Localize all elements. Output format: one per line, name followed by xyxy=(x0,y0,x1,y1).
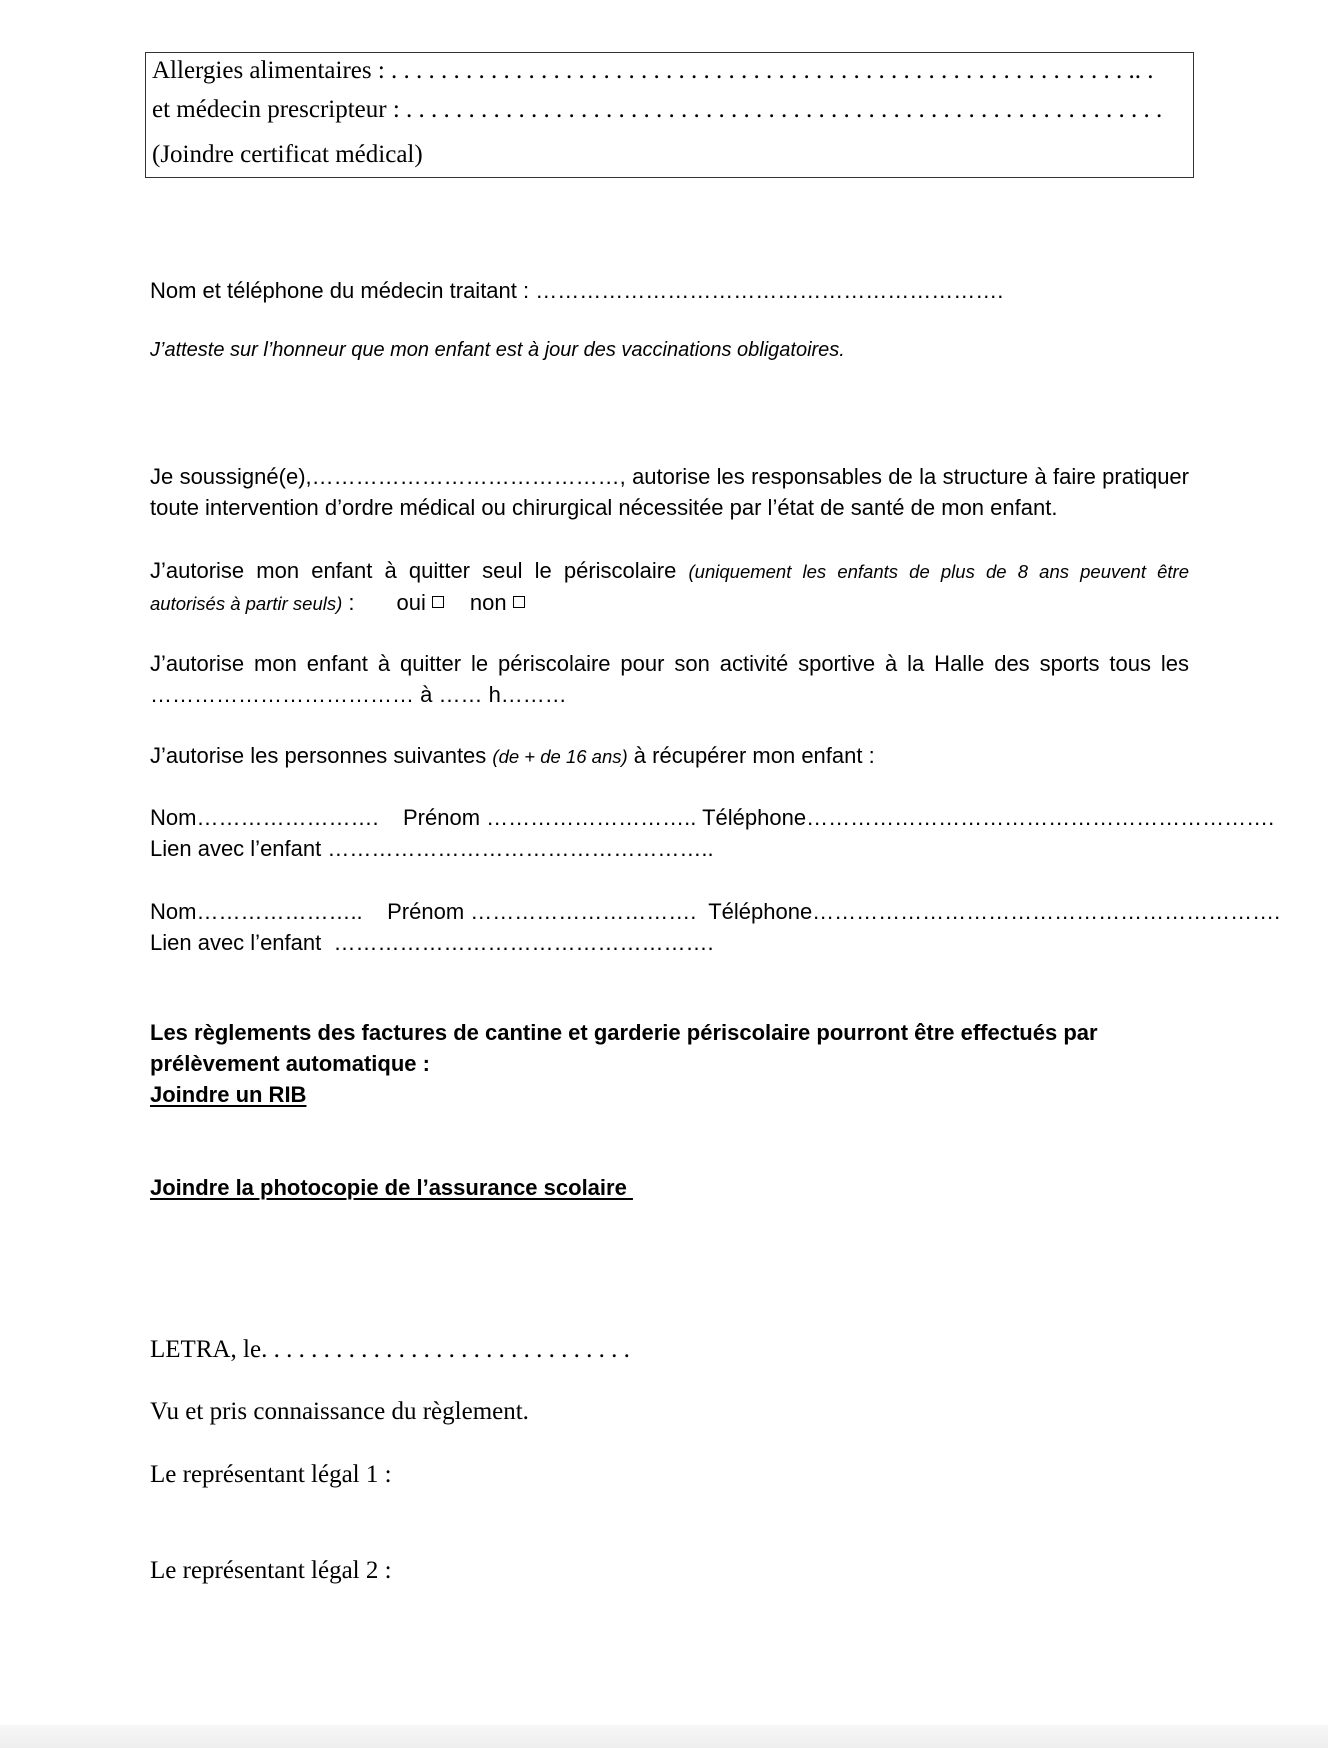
medical-certificate-note: (Joindre certificat médical) xyxy=(152,141,423,168)
person-2-name-line: Nom………………….. Prénom …………………………. Téléphone………………………………………………………. xyxy=(150,899,1281,924)
leave-alone-line-2 xyxy=(150,587,1189,619)
sport-line-2: ……………………………… à …… h……… xyxy=(150,682,567,707)
consent-line-2: toute intervention d’ordre médical ou chirurgical nécessitée par l’état de santé de mon enfant. xyxy=(150,495,1058,520)
payment-line-2: prélèvement automatique : xyxy=(150,1051,430,1076)
allergy-line: Allergies alimentaires : . . . . . . . . . . . . . . . . . . . . . . . . . . . . . . . . . . . . . . . . . . . . . . . . . . . . . . . . . . . .. . xyxy=(152,57,1154,84)
person-1-relation-line: Lien avec l’enfant …………………………………………….. xyxy=(150,836,714,861)
prescriber-line: et médecin prescripteur : . . . . . . . . . . . . . . . . . . . . . . . . . . . . . . . . . . . . . . . . . . . . . . . . . . . . . . . . . . . . . xyxy=(152,96,1163,123)
sport-line-1: J’autorise mon enfant à quitter le périscolaire pour son activité sportive à la Halle des sports tous les xyxy=(150,651,1189,676)
age-limit-note: (de + de 16 ans) xyxy=(492,746,628,767)
medical-consent-paragraph xyxy=(150,461,1189,523)
no-checkbox[interactable] xyxy=(513,596,525,608)
vaccination-statement: J’atteste sur l’honneur que mon enfant est à jour des vaccinations obligatoires. xyxy=(150,339,845,361)
yes-checkbox[interactable] xyxy=(432,596,444,608)
legal-rep-2: Le représentant légal 2 : xyxy=(150,1557,392,1584)
insurance-instruction: Joindre la photocopie de l’assurance scolaire xyxy=(150,1175,633,1200)
leave-alone-line-1 xyxy=(150,555,1189,587)
authorized-persons-intro xyxy=(150,743,875,769)
doctor-line: Nom et téléphone du médecin traitant : ………………………………………………………. xyxy=(150,278,1004,303)
age-note-end: autorisés à partir seuls) xyxy=(150,593,343,614)
allergy-box xyxy=(145,52,1194,178)
payment-line-1: Les règlements des factures de cantine et garderie périscolaire pourront être effectués par xyxy=(150,1020,1098,1045)
acknowledgement-line: Vu et pris connaissance du règlement. xyxy=(150,1398,529,1425)
intro-end: à récupérer mon enfant : xyxy=(633,743,875,768)
age-note: (uniquement les enfants de plus de 8 ans peuvent être xyxy=(688,561,1190,582)
person-2-relation-line: Lien avec l’enfant ……………………………………………. xyxy=(150,930,714,955)
person-1-name-line: Nom……………………. Prénom ……………………….. Téléphone………………………………………………………. xyxy=(150,805,1275,830)
consent-line-1: Je soussigné(e),……………………………………, autorise les responsables de la structure à faire pratiquer xyxy=(150,464,1189,489)
yes-label: oui xyxy=(396,590,426,615)
sport-activity-paragraph xyxy=(150,648,1189,710)
leave-alone-paragraph xyxy=(150,555,1189,619)
page-bottom-edge xyxy=(0,1725,1328,1748)
leave-alone-text: J’autorise mon enfant à quitter seul le périscolaire xyxy=(150,558,677,583)
intro-text: J’autorise les personnes suivantes xyxy=(150,743,487,768)
place-date-line: LETRA, le. . . . . . . . . . . . . . . . . . . . . . . . . . . . . . xyxy=(150,1336,630,1363)
colon: : xyxy=(348,590,355,615)
legal-rep-1: Le représentant légal 1 : xyxy=(150,1461,392,1488)
rib-instruction: Joindre un RIB xyxy=(150,1082,307,1107)
no-label: non xyxy=(469,590,507,615)
